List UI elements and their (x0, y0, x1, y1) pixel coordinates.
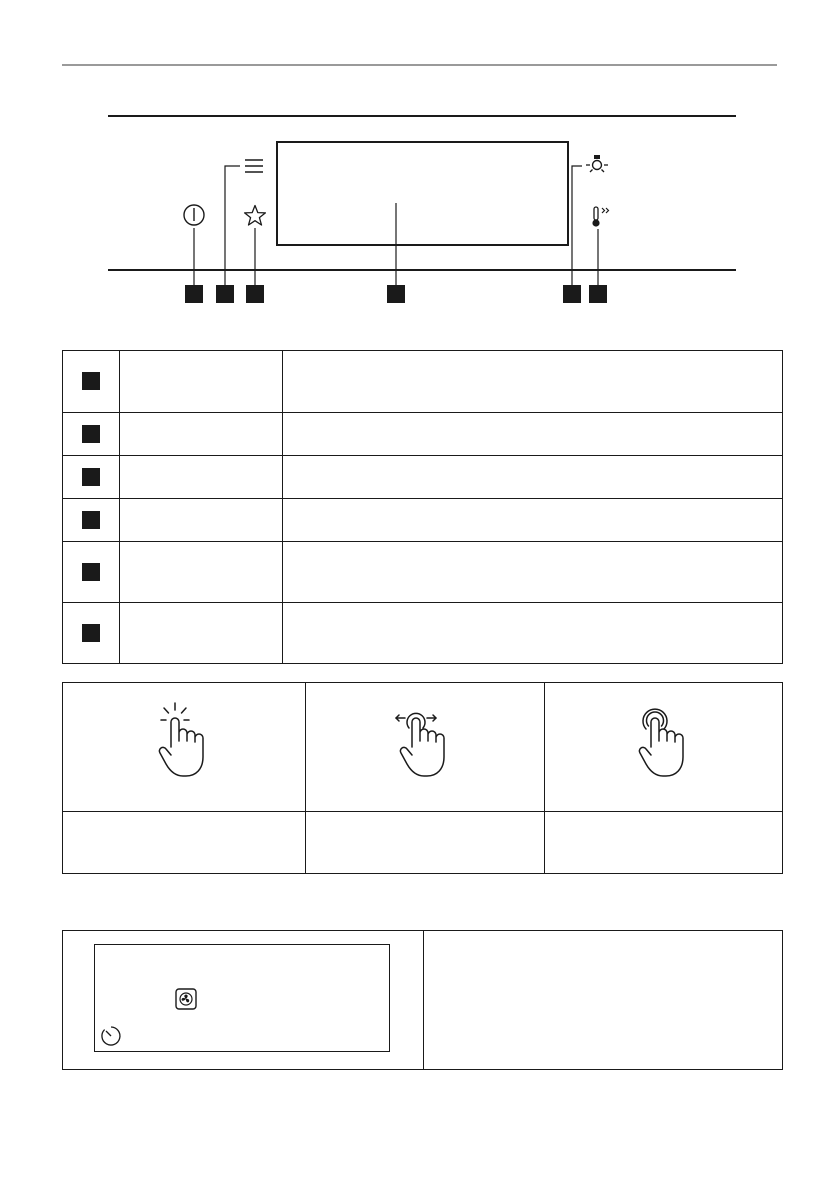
gesture-icon-cell (63, 683, 306, 812)
gesture-label-cell (63, 812, 306, 874)
table-row (63, 812, 783, 874)
legend-marker-cell (63, 542, 120, 603)
legend-name-cell (120, 542, 283, 603)
leader-lines (0, 0, 839, 310)
callout-marker (387, 285, 405, 303)
table-row (63, 683, 783, 812)
legend-name-cell (120, 413, 283, 456)
table-row (63, 603, 783, 664)
gesture-label-cell (545, 812, 783, 874)
legend-name-cell (120, 499, 283, 542)
table-row (63, 456, 783, 499)
table-row (63, 351, 783, 413)
callout-marker (589, 285, 607, 303)
legend-description-cell (283, 603, 783, 664)
callout-marker (82, 511, 100, 529)
table-row (63, 931, 783, 1070)
callout-marker (82, 425, 100, 443)
display-example-cell (63, 931, 424, 1070)
legend-description-cell (283, 499, 783, 542)
fan-heating-icon (175, 988, 197, 1010)
legend-marker-cell (63, 499, 120, 542)
legend-table (62, 350, 783, 664)
legend-name-cell (120, 603, 283, 664)
legend-marker-cell (63, 413, 120, 456)
legend-marker-cell (63, 456, 120, 499)
gesture-icon-cell (306, 683, 545, 812)
callout-marker (216, 285, 234, 303)
legend-description-cell (283, 456, 783, 499)
legend-description-cell (283, 542, 783, 603)
gesture-label-cell (306, 812, 545, 874)
display-example-table (62, 930, 783, 1070)
legend-name-cell (120, 351, 283, 413)
display-example (94, 944, 390, 1052)
callout-marker (82, 624, 100, 642)
callout-marker (563, 285, 581, 303)
gesture-icon-cell (545, 683, 783, 812)
tap-icon (154, 701, 214, 779)
display-example-description-cell (424, 931, 783, 1070)
legend-marker-cell (63, 603, 120, 664)
callout-marker (82, 468, 100, 486)
table-row (63, 499, 783, 542)
table-row (63, 413, 783, 456)
gestures-table (62, 682, 783, 874)
touch-and-hold-icon (634, 701, 694, 779)
legend-marker-cell (63, 351, 120, 413)
callout-marker (82, 372, 100, 390)
swipe-icon (395, 701, 455, 779)
legend-name-cell (120, 456, 283, 499)
legend-description-cell (283, 351, 783, 413)
legend-description-cell (283, 413, 783, 456)
timer-icon (100, 1025, 122, 1047)
callout-marker (246, 285, 264, 303)
callout-marker (185, 285, 203, 303)
callout-marker (82, 563, 100, 581)
table-row (63, 542, 783, 603)
